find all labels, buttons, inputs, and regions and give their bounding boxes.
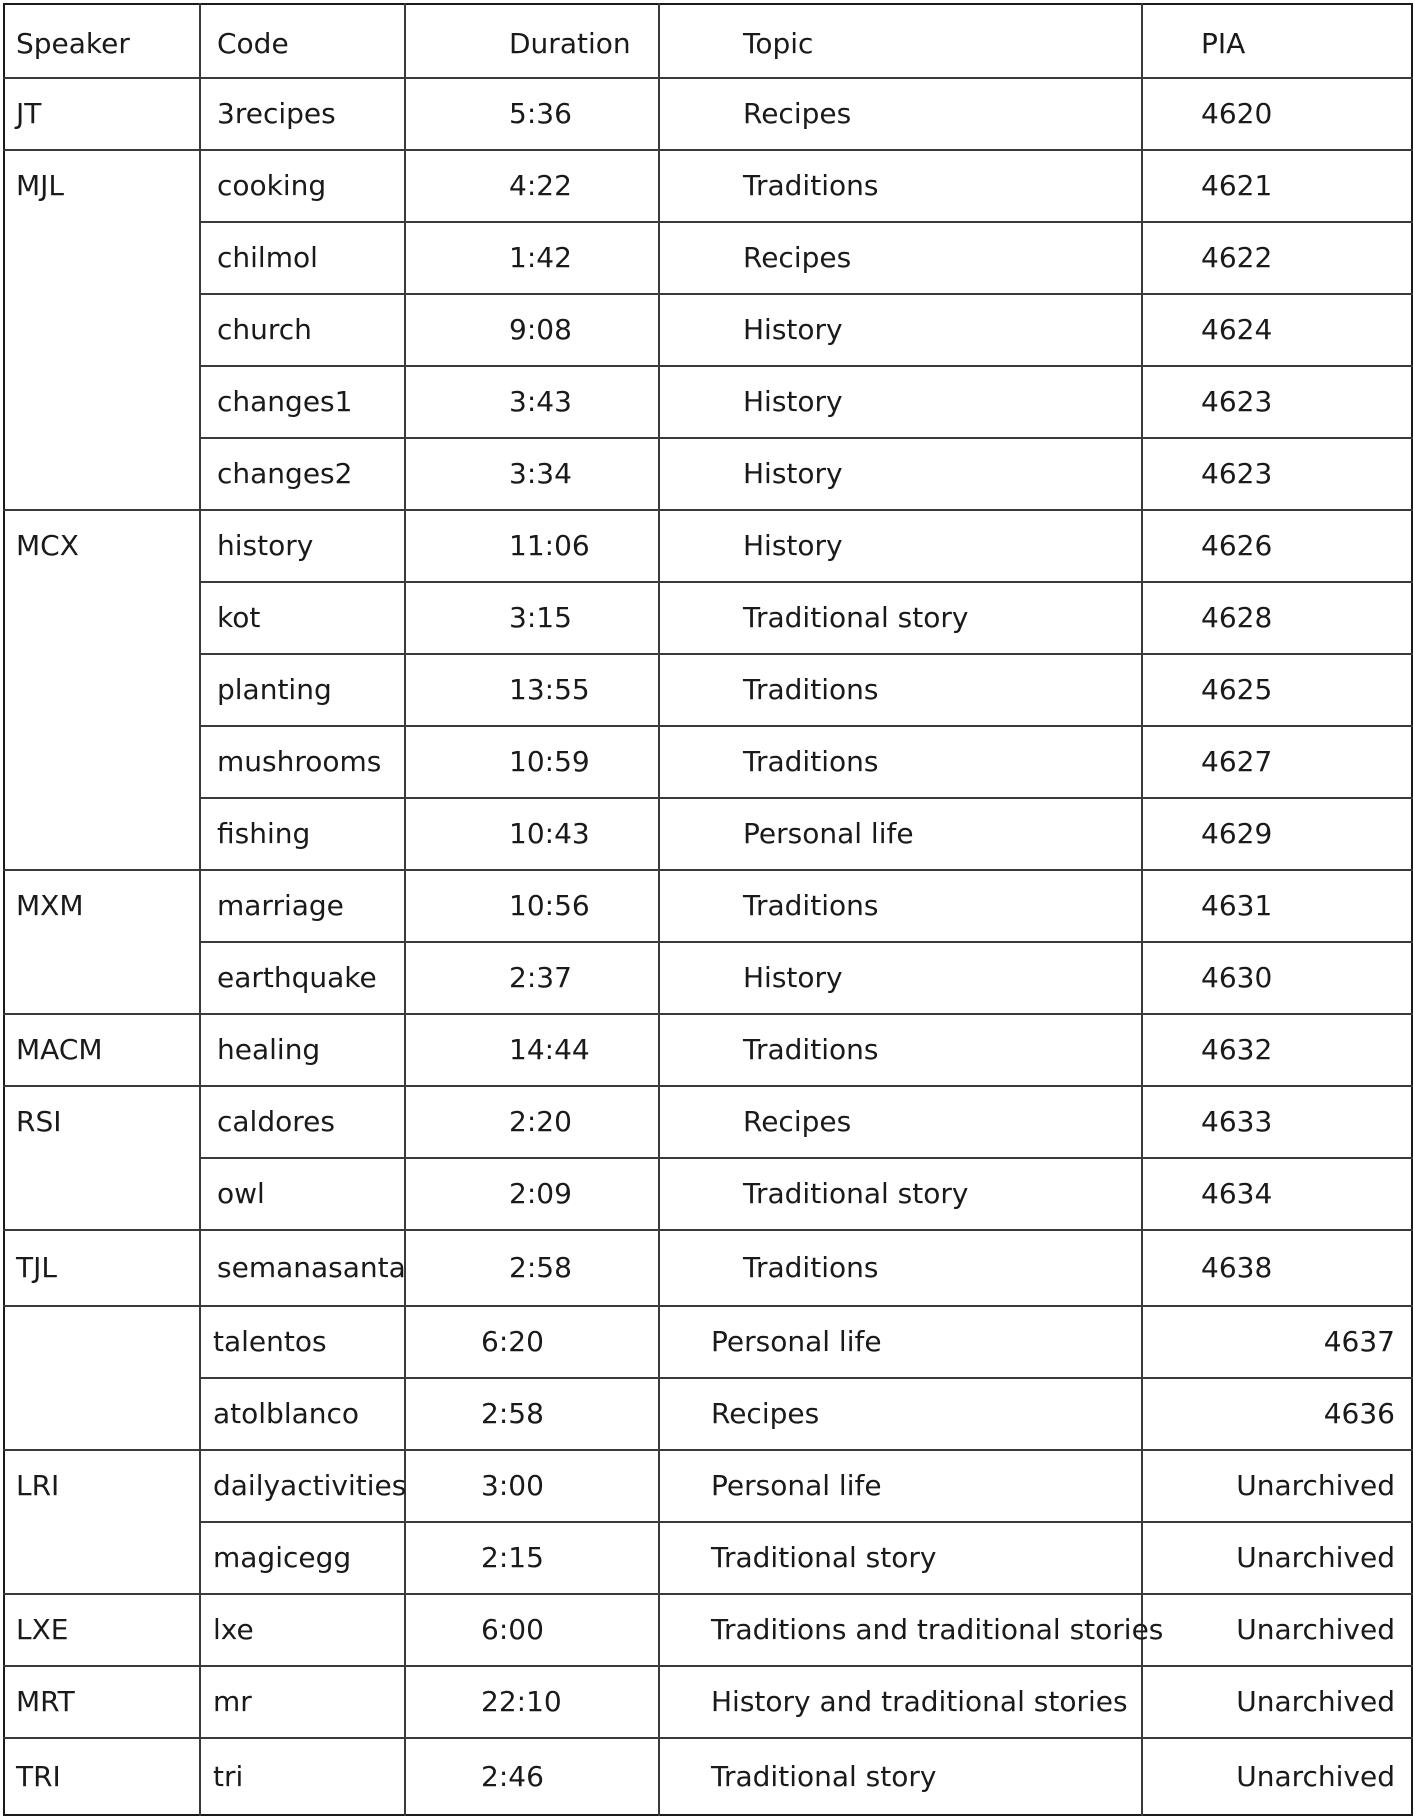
column-divider [404, 3, 406, 1816]
cell-code: history [217, 529, 314, 562]
cell-duration: 3:34 [509, 457, 572, 490]
cell-speaker: MXM [16, 889, 84, 922]
cell-duration: 6:20 [481, 1325, 544, 1358]
column-divider [199, 3, 201, 1816]
cell-code: semanasanta [217, 1251, 406, 1284]
cell-duration: 2:37 [509, 961, 572, 994]
column-header-speaker: Speaker [16, 27, 130, 60]
row-divider [3, 1737, 1413, 1739]
row-divider [3, 1593, 1413, 1595]
cell-pia: 4631 [1201, 889, 1273, 922]
row-divider [3, 869, 1413, 871]
cell-code: marriage [217, 889, 344, 922]
cell-pia: 4623 [1201, 385, 1273, 418]
cell-topic: Traditional story [711, 1760, 937, 1793]
cell-pia: 4634 [1201, 1177, 1273, 1210]
cell-code: planting [217, 673, 332, 706]
cell-topic: History [743, 313, 843, 346]
cell-code: caldores [217, 1105, 335, 1138]
cell-pia: 4629 [1201, 817, 1273, 850]
row-divider [200, 221, 1413, 223]
cell-duration: 13:55 [509, 673, 590, 706]
cell-speaker: JT [16, 97, 42, 130]
cell-pia: Unarchived [1236, 1541, 1395, 1574]
row-divider [200, 293, 1413, 295]
cell-code: church [217, 313, 312, 346]
cell-duration: 2:58 [509, 1251, 572, 1284]
row-divider [3, 1305, 1413, 1307]
cell-topic: Traditions [743, 1033, 879, 1066]
cell-code: 3recipes [217, 97, 336, 130]
cell-pia: 4625 [1201, 673, 1273, 706]
cell-speaker: LRI [16, 1469, 60, 1502]
cell-duration: 11:06 [509, 529, 590, 562]
cell-code: talentos [213, 1325, 327, 1358]
cell-duration: 2:58 [481, 1397, 544, 1430]
cell-topic: Recipes [711, 1397, 820, 1430]
cell-topic: History [743, 961, 843, 994]
cell-topic: Traditions and traditional stories [711, 1613, 1164, 1646]
cell-topic: History [743, 457, 843, 490]
cell-code: owl [217, 1177, 265, 1210]
cell-topic: Traditions [743, 889, 879, 922]
cell-speaker: LXE [16, 1613, 69, 1646]
cell-speaker: TJL [16, 1251, 57, 1284]
cell-pia: 4628 [1201, 601, 1273, 634]
header-divider [3, 77, 1413, 79]
cell-speaker: MCX [16, 529, 79, 562]
cell-topic: Traditions [743, 169, 879, 202]
row-divider [200, 437, 1413, 439]
cell-topic: Traditions [743, 1251, 879, 1284]
cell-topic: Recipes [743, 97, 852, 130]
cell-pia: 4622 [1201, 241, 1273, 274]
cell-duration: 9:08 [509, 313, 572, 346]
cell-duration: 2:09 [509, 1177, 572, 1210]
cell-pia: Unarchived [1236, 1685, 1395, 1718]
row-divider [200, 653, 1413, 655]
row-divider [3, 1229, 1413, 1231]
cell-duration: 10:59 [509, 745, 590, 778]
cell-duration: 14:44 [509, 1033, 590, 1066]
cell-duration: 10:56 [509, 889, 590, 922]
cell-code: chilmol [217, 241, 318, 274]
row-divider [3, 1449, 1413, 1451]
row-divider [200, 941, 1413, 943]
cell-code: changes2 [217, 457, 353, 490]
cell-duration: 2:20 [509, 1105, 572, 1138]
cell-duration: 1:42 [509, 241, 572, 274]
column-divider [1141, 3, 1143, 1816]
cell-code: healing [217, 1033, 321, 1066]
cell-duration: 22:10 [481, 1685, 562, 1718]
row-divider [3, 1665, 1413, 1667]
cell-pia: 4632 [1201, 1033, 1273, 1066]
row-divider [200, 365, 1413, 367]
cell-speaker: MJL [16, 169, 65, 202]
cell-pia: 4621 [1201, 169, 1273, 202]
cell-speaker: MACM [16, 1033, 103, 1066]
column-header-topic: Topic [743, 27, 814, 60]
cell-topic: Personal life [711, 1469, 882, 1502]
row-divider [3, 509, 1413, 511]
cell-topic: History and traditional stories [711, 1685, 1128, 1718]
row-divider [200, 1377, 1413, 1379]
cell-pia: 4620 [1201, 97, 1273, 130]
column-divider [658, 3, 660, 1816]
cell-code: lxe [213, 1613, 254, 1646]
cell-duration: 4:22 [509, 169, 572, 202]
cell-pia: 4627 [1201, 745, 1273, 778]
cell-speaker: RSI [16, 1105, 62, 1138]
cell-pia: Unarchived [1236, 1469, 1395, 1502]
cell-duration: 3:15 [509, 601, 572, 634]
cell-pia: 4624 [1201, 313, 1273, 346]
row-divider [200, 581, 1413, 583]
cell-topic: Traditions [743, 673, 879, 706]
row-divider [200, 797, 1413, 799]
cell-code: mr [213, 1685, 252, 1718]
cell-code: tri [213, 1760, 244, 1793]
cell-topic: Traditional story [743, 601, 969, 634]
cell-topic: Personal life [711, 1325, 882, 1358]
cell-pia: 4626 [1201, 529, 1273, 562]
cell-speaker: TRI [16, 1760, 61, 1793]
cell-duration: 2:15 [481, 1541, 544, 1574]
cell-topic: History [743, 385, 843, 418]
cell-code: kot [217, 601, 261, 634]
cell-code: mushrooms [217, 745, 382, 778]
cell-duration: 6:00 [481, 1613, 544, 1646]
cell-duration: 3:43 [509, 385, 572, 418]
cell-duration: 5:36 [509, 97, 572, 130]
cell-pia: Unarchived [1236, 1613, 1395, 1646]
cell-pia: Unarchived [1236, 1760, 1395, 1793]
row-divider [200, 725, 1413, 727]
cell-code: fishing [217, 817, 311, 850]
row-divider [3, 1013, 1413, 1015]
cell-topic: Traditional story [711, 1541, 937, 1574]
cell-code: magicegg [213, 1541, 352, 1574]
cell-topic: History [743, 529, 843, 562]
cell-duration: 10:43 [509, 817, 590, 850]
cell-pia: 4633 [1201, 1105, 1273, 1138]
cell-code: earthquake [217, 961, 377, 994]
cell-pia: 4623 [1201, 457, 1273, 490]
cell-topic: Recipes [743, 241, 852, 274]
row-divider [3, 1085, 1413, 1087]
cell-code: dailyactivities [213, 1469, 407, 1502]
column-header-pia: PIA [1201, 27, 1246, 60]
cell-pia: 4630 [1201, 961, 1273, 994]
cell-topic: Traditions [743, 745, 879, 778]
column-header-duration: Duration [509, 27, 631, 60]
row-divider [3, 149, 1413, 151]
cell-code: atolblanco [213, 1397, 360, 1430]
row-divider [200, 1521, 1413, 1523]
cell-topic: Personal life [743, 817, 914, 850]
cell-code: changes1 [217, 385, 353, 418]
cell-pia: 4638 [1201, 1251, 1273, 1284]
cell-pia: 4637 [1323, 1325, 1395, 1358]
cell-duration: 3:00 [481, 1469, 544, 1502]
cell-speaker: MRT [16, 1685, 75, 1718]
column-header-code: Code [217, 27, 289, 60]
cell-topic: Recipes [743, 1105, 852, 1138]
row-divider [200, 1157, 1413, 1159]
cell-code: cooking [217, 169, 327, 202]
cell-duration: 2:46 [481, 1760, 544, 1793]
cell-topic: Traditional story [743, 1177, 969, 1210]
cell-pia: 4636 [1323, 1397, 1395, 1430]
